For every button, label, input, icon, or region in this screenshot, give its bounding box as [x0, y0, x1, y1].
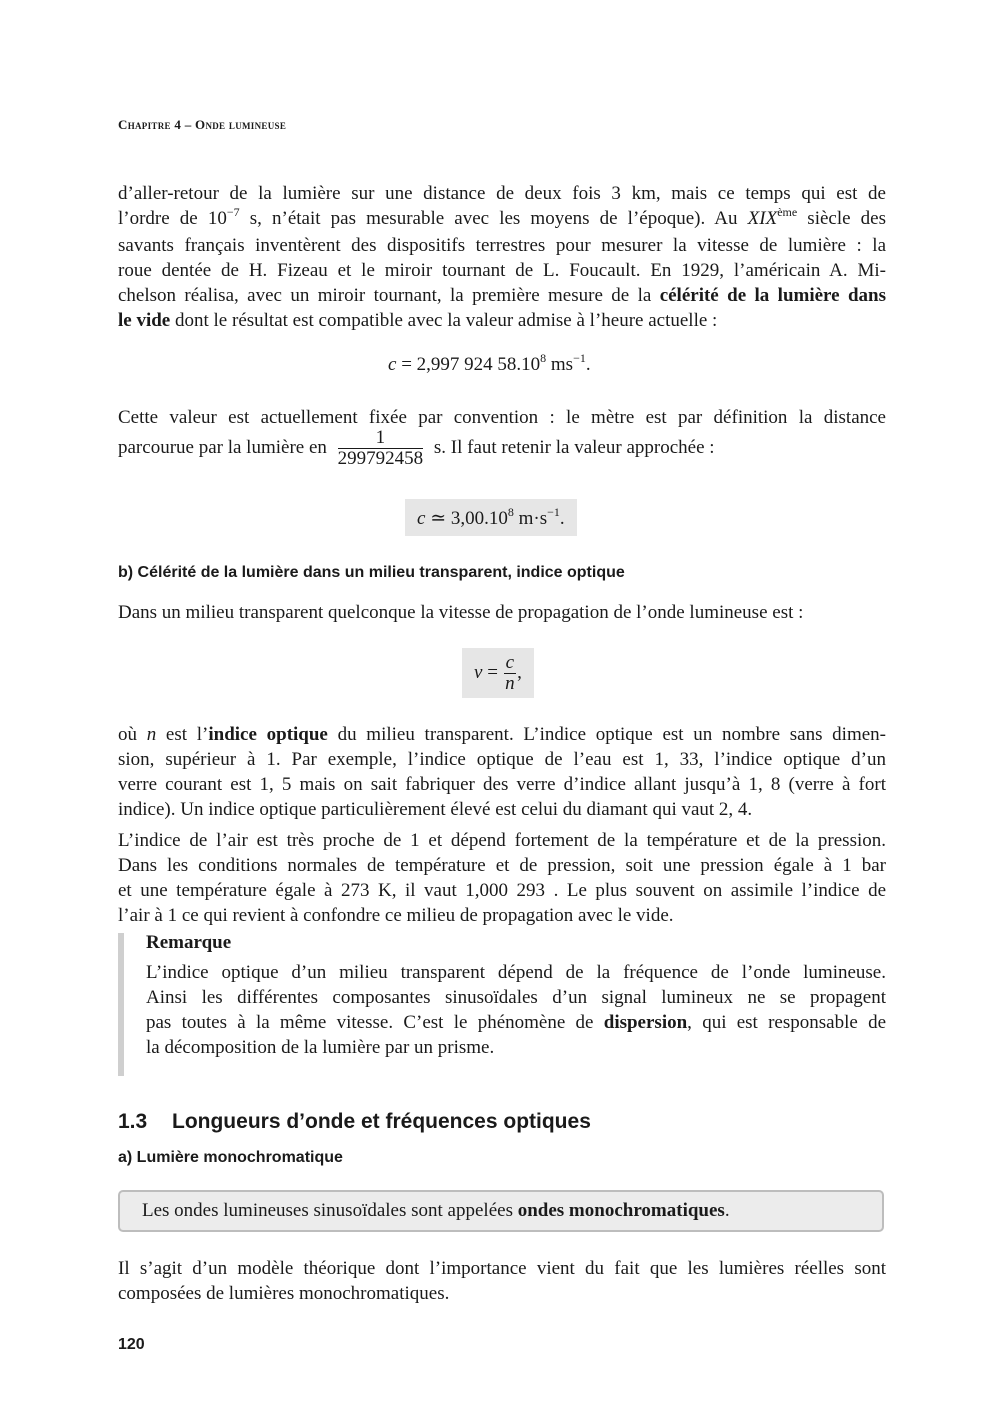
subsection-heading-b: b) Célérité de la lumière dans un milieu transparent, indice optique [118, 564, 625, 581]
text-line: d’aller-retour de la lumière sur une distance de deux fois 3 km, mais ce temps qui est de [118, 183, 886, 204]
definition-box [118, 1190, 884, 1232]
text-line: Ainsi les différentes composantes sinusoïdales d’un signal lumineux ne se propagent [146, 987, 886, 1008]
equation-speed-exact: c = 2,997 924 58.10$^8$ $ms^{-1}$. [388, 351, 591, 375]
text-line: Cette valeur est actuellement fixée par convention : le mètre est par définition la distance [118, 407, 886, 428]
equation-velocity: v = $\frac{c}{n}$ , [462, 648, 534, 698]
remark-box [146, 930, 886, 1060]
section-heading [118, 1110, 591, 1134]
paragraph-history [118, 181, 886, 333]
section-number: 1.3 [118, 1110, 148, 1133]
subsection-heading-a: a) Lumière monochromatique [118, 1149, 343, 1166]
chapter-title: Chapitre 4 – Onde lumineuse [118, 117, 287, 132]
paragraph-propagation [118, 600, 886, 625]
fraction: $\frac{1}{299792458}$ [337, 427, 424, 469]
text-line: composées de lumières monochromatiques. [118, 1283, 450, 1304]
text-line: chelson réalisa, avec un miroir tournant, la première mesure de la célérité de la lumière dans [118, 285, 886, 306]
text-line: et une température égale à 273 K, il vaut 1,000 293 . Le plus souvent on assimile l’indice de [118, 880, 886, 901]
fraction: $\frac{c}{n}$ [505, 652, 515, 695]
page-number: 120 [118, 1336, 145, 1353]
text-line: pas toutes à la même vitesse. C’est le phénomène de dispersion, qui est responsable de [146, 1012, 887, 1033]
paragraph-definition-meter [118, 405, 886, 430]
text-line: L’indice optique d’un milieu transparent dépend de la fréquence de l’onde lumineuse. [146, 962, 886, 983]
equation-speed-approx: c ≃ 3,00.10$^8$ $m\cdot s^{-1}$. [405, 499, 577, 536]
text-line: savants français inventèrent des dispositifs terrestres pour mesurer la vitesse de lumière : la [118, 235, 886, 256]
paragraph-air-index [118, 828, 886, 928]
running-head [118, 117, 286, 133]
text-line: indice). Un indice optique particulièrement élevé est celui du diamant qui vaut 2, 4. [118, 799, 753, 820]
text-line: sion, supérieur à 1. Par exemple, l’indice optique de l’eau est 1, 33, l’indice optique d’un [118, 749, 886, 770]
remark-bar [118, 933, 124, 1076]
definition-text: Les ondes lumineuses sinusoïdales sont appelées ondes monochromatiques. [142, 1200, 730, 1221]
text-line: où n est l’indice optique du milieu transparent. L’indice optique est un nombre sans dimen- [118, 724, 886, 745]
fraction-line: parcourue par la lumière en $\frac{1}{299792458}$ s. Il faut retenir la valeur approchée : [118, 427, 715, 469]
text-line: Dans un milieu transparent quelconque la vitesse de propagation de l’onde lumineuse est : [118, 602, 804, 623]
text-line: Il s’agit d’un modèle théorique dont l’importance vient du fait que les lumières réelles sont [118, 1258, 886, 1279]
text-line: verre courant est 1, 5 mais on sait fabriquer des verre d’indice allant jusqu’à 1, 8 (verre à fort [118, 774, 886, 795]
remark-text [146, 960, 886, 1060]
text-line: L’indice de l’air est très proche de 1 et dépend fortement de la température et de la pression. [118, 830, 886, 851]
text-line: roue dentée de H. Fizeau et le miroir tournant de L. Foucault. En 1929, l’américain A. Mi- [118, 260, 886, 281]
text-line: l’ordre de $10^{-7}$ s, n’était pas mesurable avec les moyens de l’époque). Au XIXème siècle des [118, 205, 886, 229]
paragraph-optical-index [118, 722, 886, 822]
text-line: l’air à 1 ce qui revient à confondre ce milieu de propagation avec le vide. [118, 905, 674, 926]
text-line: le vide dont le résultat est compatible avec la valeur admise à l’heure actuelle : [118, 310, 718, 331]
paragraph-monochromatic [118, 1256, 886, 1306]
text-line: la décomposition de la lumière par un prisme. [146, 1037, 495, 1058]
remark-title: Remarque [146, 932, 232, 953]
section-title: Longueurs d’onde et fréquences optiques [172, 1110, 591, 1133]
text-line: Dans les conditions normales de température et de pression, soit une pression égale à 1 bar [118, 855, 886, 876]
